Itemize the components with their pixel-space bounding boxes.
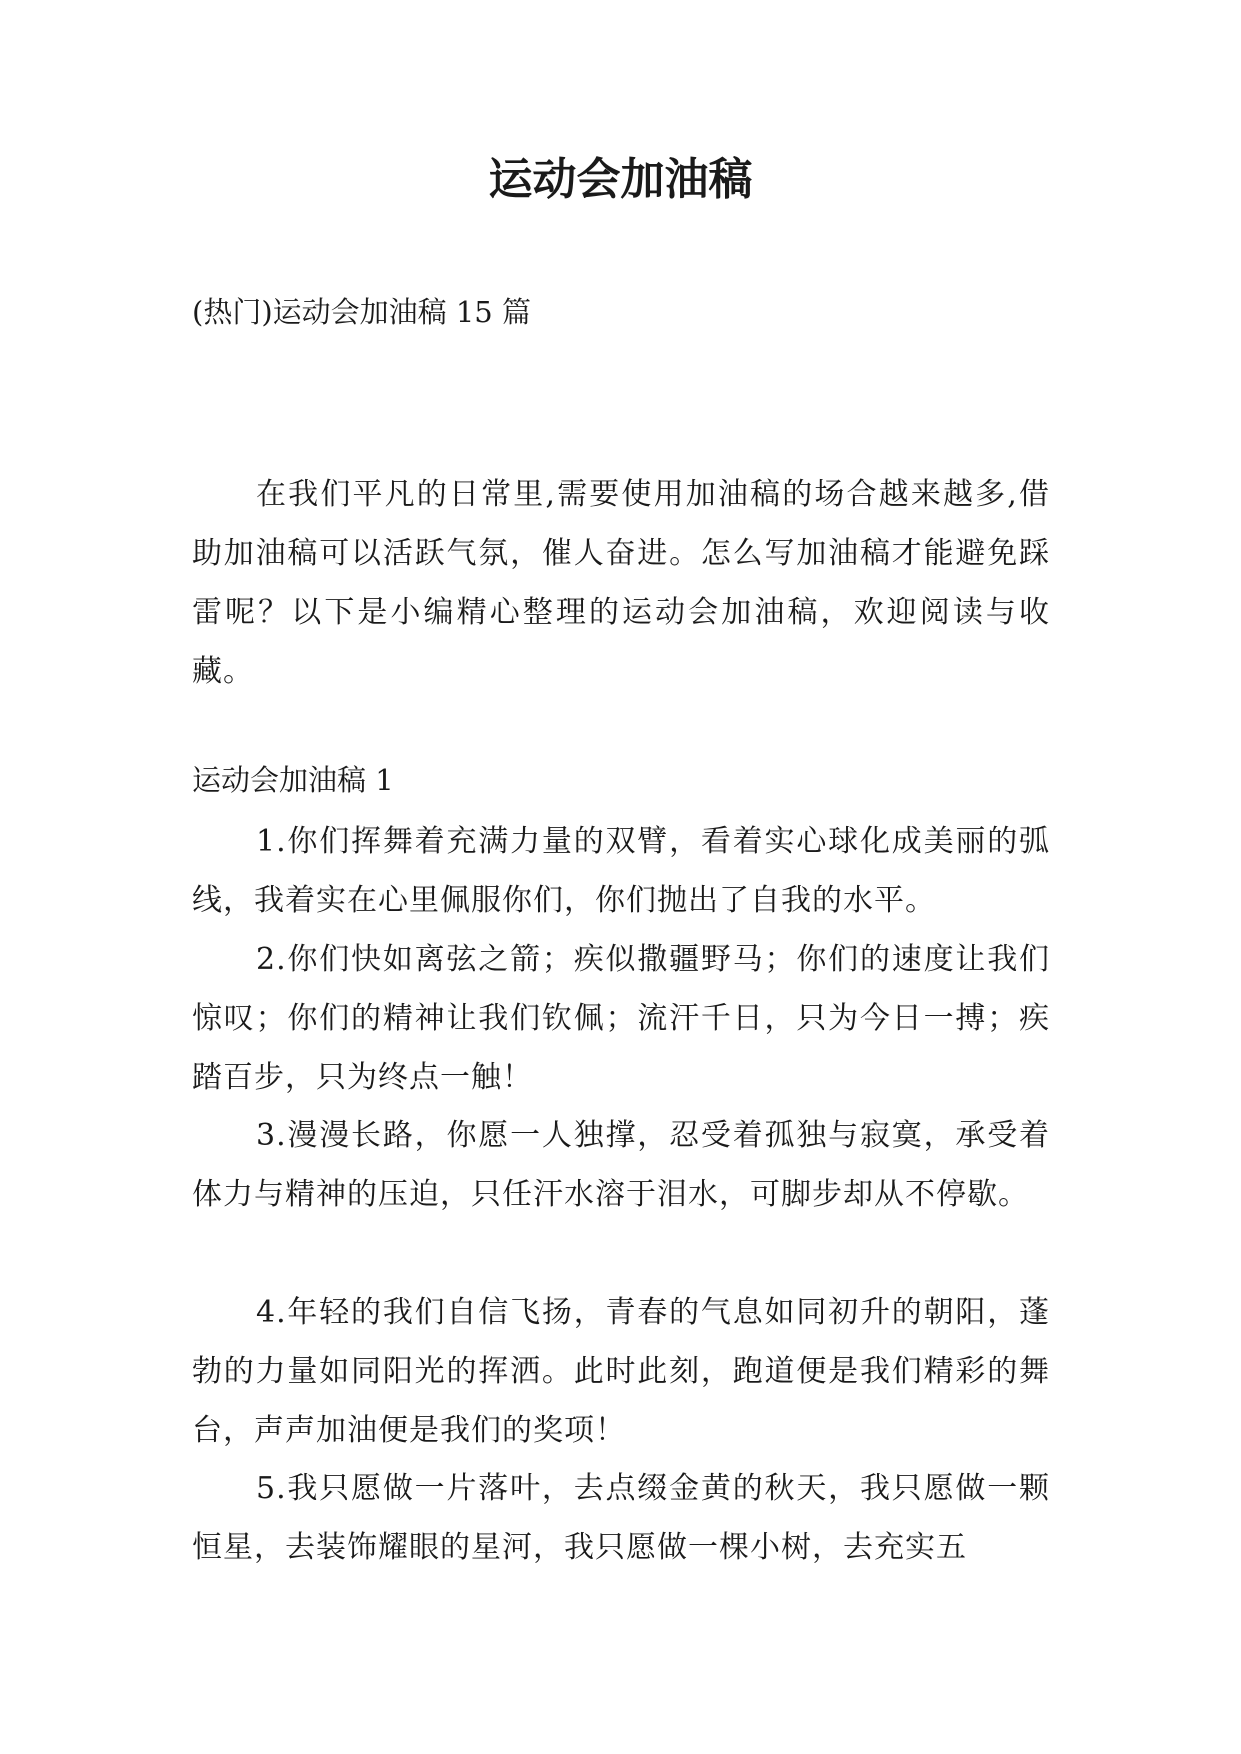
section-heading: 运动会加油稿 1	[192, 763, 394, 797]
intro-paragraph: 在我们平凡的日常里,需要使用加油稿的场合越来越多,借助加油稿可以活跃气氛，催人奋进。怎么写加油稿才能避免踩雷呢？以下是小编精心整理的运动会加油稿，欢迎阅读与收藏。	[192, 477, 1050, 689]
cheer-item-3: 3.漫漫长路，你愿一人独撑，忍受着孤独与寂寞，承受着体力与精神的压迫，只任汗水溶于泪水，可脚步却从不停歇。	[192, 1118, 1050, 1212]
document-title: 运动会加油稿	[488, 154, 753, 205]
cheer-item-2: 2.你们快如离弦之箭；疾似撒疆野马；你们的速度让我们惊叹；你们的精神让我们钦佩；流汗千日，只为今日一搏；疾踏百步，只为终点一触！	[192, 942, 1050, 1095]
cheer-item-5: 5.我只愿做一片落叶，去点缀金黄的秋天，我只愿做一颗恒星，去装饰耀眼的星河，我只愿做一棵小树，去充实五	[192, 1471, 1050, 1565]
cheer-item-1: 1.你们挥舞着充满力量的双臂，看着实心球化成美丽的弧线，我着实在心里佩服你们，你们抛出了自我的水平。	[192, 824, 1050, 918]
cheer-item-4: 4.年轻的我们自信飞扬，青春的气息如同初升的朝阳，蓬勃的力量如同阳光的挥洒。此时此刻，跑道便是我们精彩的舞台，声声加油便是我们的奖项！	[192, 1295, 1050, 1448]
document-subtitle: (热门)运动会加油稿 15 篇	[192, 295, 531, 329]
